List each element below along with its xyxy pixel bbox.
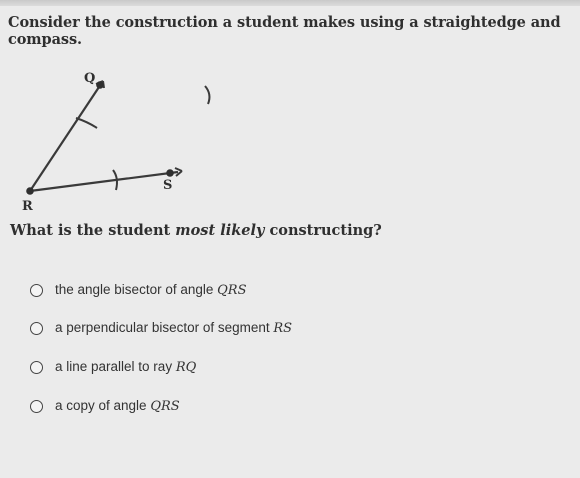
- construction-diagram: [0, 56, 240, 216]
- radio-button[interactable]: [30, 400, 43, 413]
- option-text: a line parallel to ray: [55, 359, 176, 374]
- prompt-emphasis: most likely: [175, 222, 265, 239]
- arc-mark-upper: [205, 86, 209, 104]
- option-parallel-line[interactable]: [30, 357, 196, 377]
- point-q: [96, 81, 104, 89]
- ray-rs: [30, 172, 178, 191]
- option-math: RQ: [175, 360, 197, 375]
- label-r: R: [22, 199, 33, 214]
- question-title: Consider the construction a student makes using a straightedge and compass.: [8, 14, 561, 48]
- question-prompt: [10, 222, 382, 239]
- radio-button[interactable]: [30, 284, 43, 297]
- arc-mark-rq: [76, 118, 97, 128]
- prompt-end: constructing?: [264, 222, 382, 239]
- point-s: [166, 169, 174, 177]
- option-text: a copy of angle: [55, 398, 151, 413]
- top-border: [0, 0, 580, 6]
- option-angle-bisector[interactable]: [30, 280, 246, 300]
- option-label: [55, 282, 246, 298]
- point-r: [26, 187, 34, 195]
- label-q: Q: [84, 71, 96, 86]
- option-text: the angle bisector of angle: [55, 282, 218, 297]
- prompt-start: What is the student: [10, 222, 176, 239]
- option-label: [55, 320, 292, 336]
- option-math: QRS: [150, 399, 180, 414]
- option-perpendicular-bisector[interactable]: [30, 318, 292, 338]
- construction-svg: [0, 56, 240, 216]
- option-copy-angle[interactable]: [30, 396, 180, 416]
- radio-button[interactable]: [30, 361, 43, 374]
- label-s: S: [163, 178, 173, 193]
- option-label: [55, 359, 196, 375]
- radio-button[interactable]: [30, 322, 43, 335]
- option-math: RS: [273, 321, 293, 336]
- option-math: QRS: [217, 283, 247, 298]
- option-label: [55, 398, 180, 414]
- ray-rq: [30, 81, 103, 191]
- option-text: a perpendicular bisector of segment: [55, 320, 274, 335]
